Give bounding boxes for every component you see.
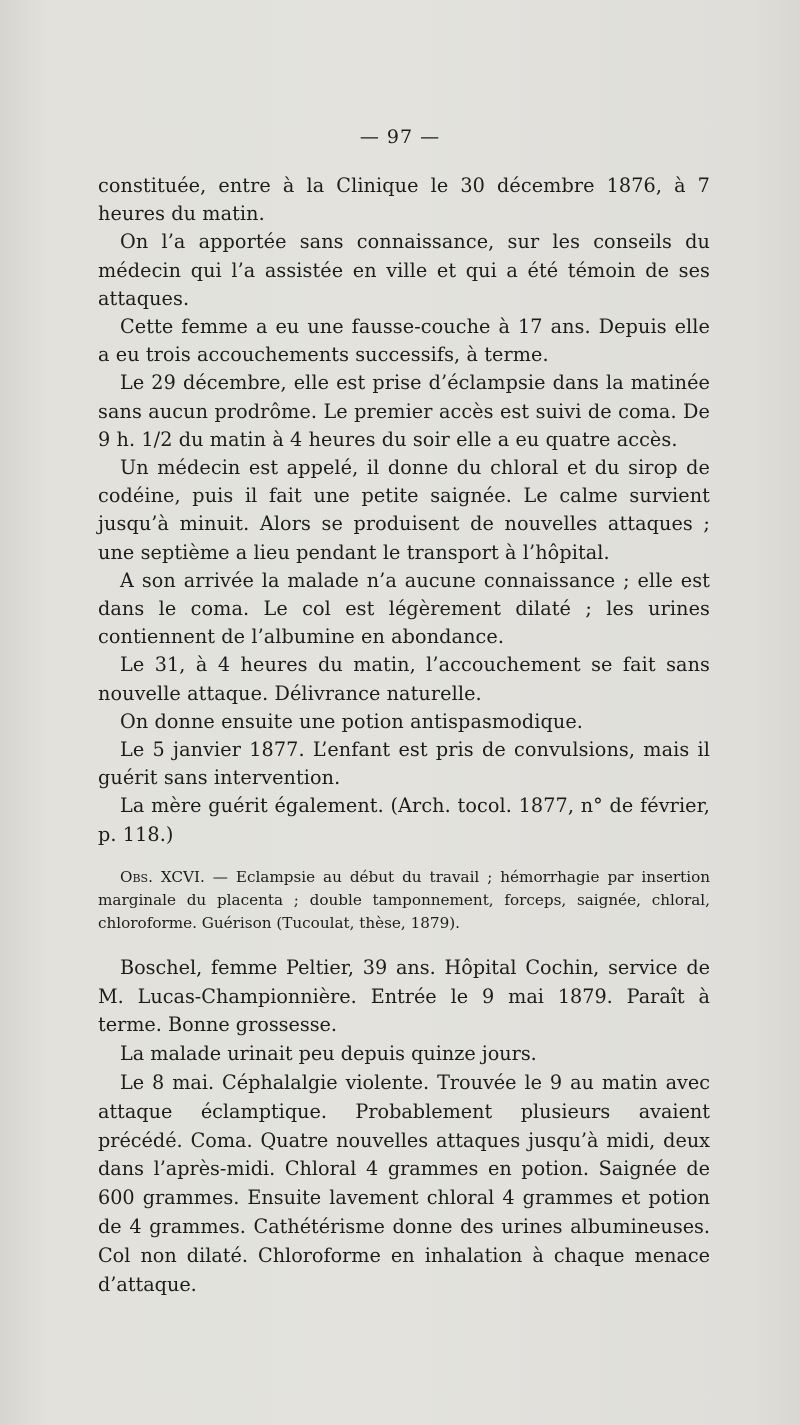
paragraph: Le 31, à 4 heures du matin, l’accouchement se fait sans nouvelle attaque. Délivrance naturelle. (98, 653, 710, 705)
body-text (98, 172, 710, 1299)
observation-label: Obs. XCVI. (120, 867, 205, 886)
paragraph: constituée, entre à la Clinique le 30 décembre 1876, à 7 heures du matin. (98, 174, 710, 226)
case-paragraph: Le 8 mai. Céphalalgie violente. Trouvée le 9 au matin avec attaque éclamptique. Probablement plusieurs avaient précédé. Coma. Quatre nouvelles attaques jusqu’à midi, deux dans l’après-midi. Chloral 4 grammes en potion. Saignée de 600 grammes. Ensuite lavement chloral 4 grammes et potion de 4 grammes. Cathétérisme donne des urines albumineuses. Col non dilaté. Chloroforme en inhalation à chaque menace d’attaque. (98, 1071, 710, 1296)
observation-summary: — Eclampsie au début du travail ; hémorrhagie par insertion marginale du placenta ; double tamponnement, forceps, saignée, chloral, chloroforme. Guérison (Tucoulat, thèse, 1879). (98, 867, 710, 932)
paragraph: Un médecin est appelé, il donne du chloral et du sirop de codéine, puis il fait une petite saignée. Le calme survient jusqu’à minuit. Alors se produisent de nouvelles attaques ; une septième a lieu pendant le transport à l’hôpital. (98, 456, 710, 564)
paragraph: Le 5 janvier 1877. L’enfant est pris de convulsions, mais il guérit sans intervention. (98, 738, 710, 790)
paragraph: On l’a apportée sans connaissance, sur les conseils du médecin qui l’a assistée en ville et qui a été témoin de ses attaques. (98, 230, 710, 310)
paragraph: Cette femme a eu une fausse-couche à 17 ans. Depuis elle a eu trois accouchements successifs, à terme. (98, 315, 710, 367)
paragraph: La mère guérit également. (Arch. tocol. 1877, n° de février, p. 118.) (98, 794, 710, 846)
page-number: — 97 — (359, 126, 441, 148)
paragraph: Le 29 décembre, elle est prise d’éclampsie dans la matinée sans aucun prodrôme. Le premier accès est suivi de coma. De 9 h. 1/2 du matin à 4 heures du soir elle a eu quatre accès. (98, 371, 710, 451)
case-paragraph: Boschel, femme Peltier, 39 ans. Hôpital Cochin, service de M. Lucas-Championnière. Entrée le 9 mai 1879. Paraît à terme. Bonne grossesse. (98, 955, 710, 1037)
observation-heading (98, 866, 710, 935)
paragraph: A son arrivée la malade n’a aucune connaissance ; elle est dans le coma. Le col est légèrement dilaté ; les urines contiennent de l’albumine en abondance. (98, 568, 710, 649)
paragraph: On donne ensuite une potion antispasmodique. (120, 709, 583, 733)
case-paragraph: La malade urinait peu depuis quinze jours. (120, 1042, 537, 1066)
